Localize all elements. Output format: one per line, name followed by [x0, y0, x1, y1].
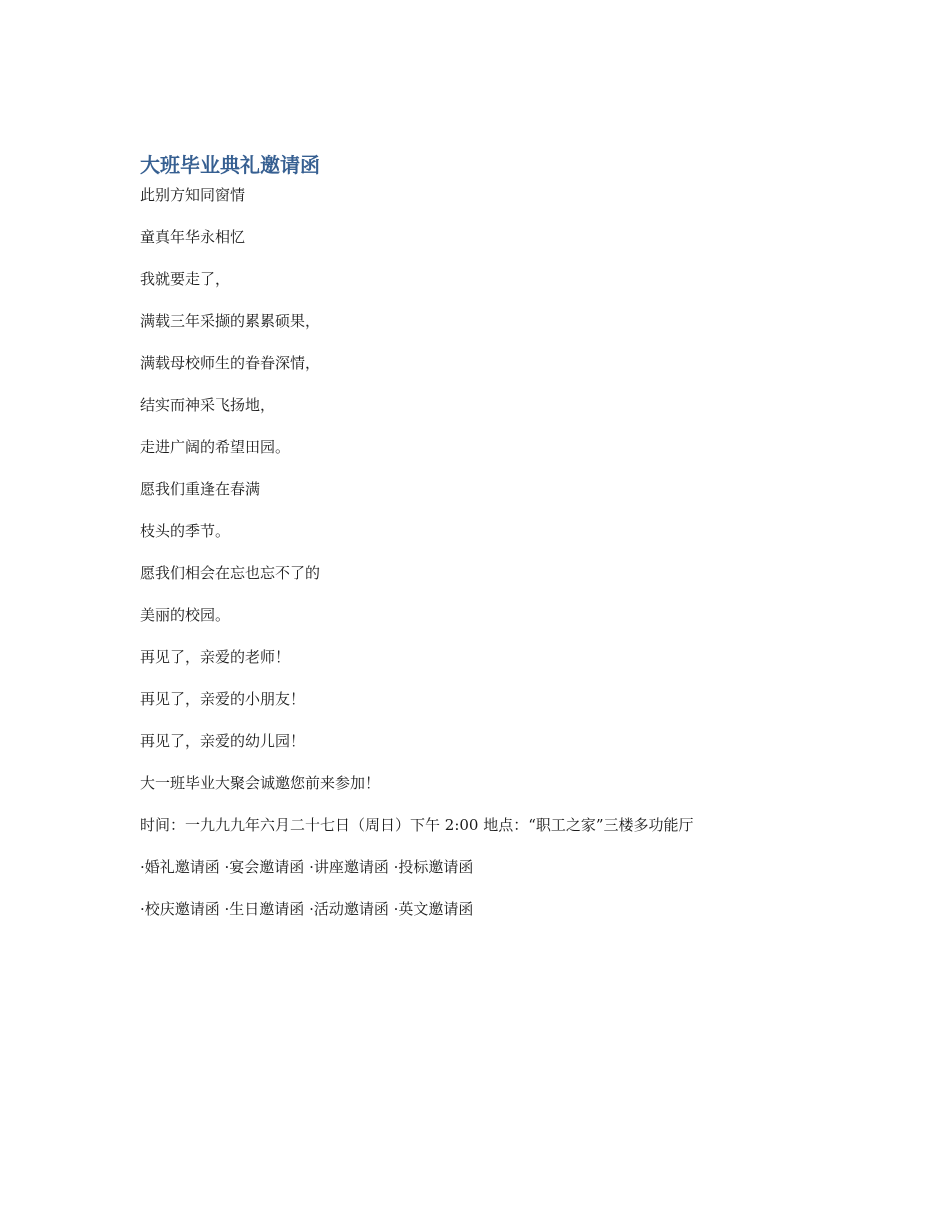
- poem-line: 我就要走了，: [140, 270, 231, 288]
- farewell-line: 再见了，亲爱的小朋友！: [140, 690, 306, 708]
- poem-line: 走进广阔的希望田园。: [140, 438, 291, 456]
- time-location-line: 时间：一九九九年六月二十七日（周日）下午 2:00 地点：“职工之家”三楼多功能厅: [140, 816, 694, 834]
- related-links-line: ·婚礼邀请函 ·宴会邀请函 ·讲座邀请函 ·投标邀请函: [140, 858, 474, 876]
- poem-line: 结实而神采飞扬地，: [140, 396, 276, 414]
- poem-line: 美丽的校园。: [140, 606, 231, 624]
- farewell-line: 再见了，亲爱的幼儿园！: [140, 732, 306, 750]
- poem-line: 满载母校师生的眷眷深情，: [140, 354, 321, 372]
- poem-line: 愿我们重逢在春满: [140, 480, 261, 498]
- poem-line: 枝头的季节。: [140, 522, 231, 540]
- farewell-line: 再见了，亲爱的老师！: [140, 648, 291, 666]
- poem-line: 此别方知同窗情: [140, 186, 246, 204]
- document-body: [140, 185, 860, 919]
- document-title: 大班毕业典礼邀请函: [140, 153, 320, 177]
- poem-line: 愿我们相会在忘也忘不了的: [140, 564, 321, 582]
- poem-line: 童真年华永相忆: [140, 228, 246, 246]
- document-page: [140, 150, 860, 941]
- related-links-line: ·校庆邀请函 ·生日邀请函 ·活动邀请函 ·英文邀请函: [140, 900, 474, 918]
- poem-line: 满载三年采撷的累累硕果，: [140, 312, 321, 330]
- invitation-line: 大一班毕业大聚会诚邀您前来参加！: [140, 774, 381, 792]
